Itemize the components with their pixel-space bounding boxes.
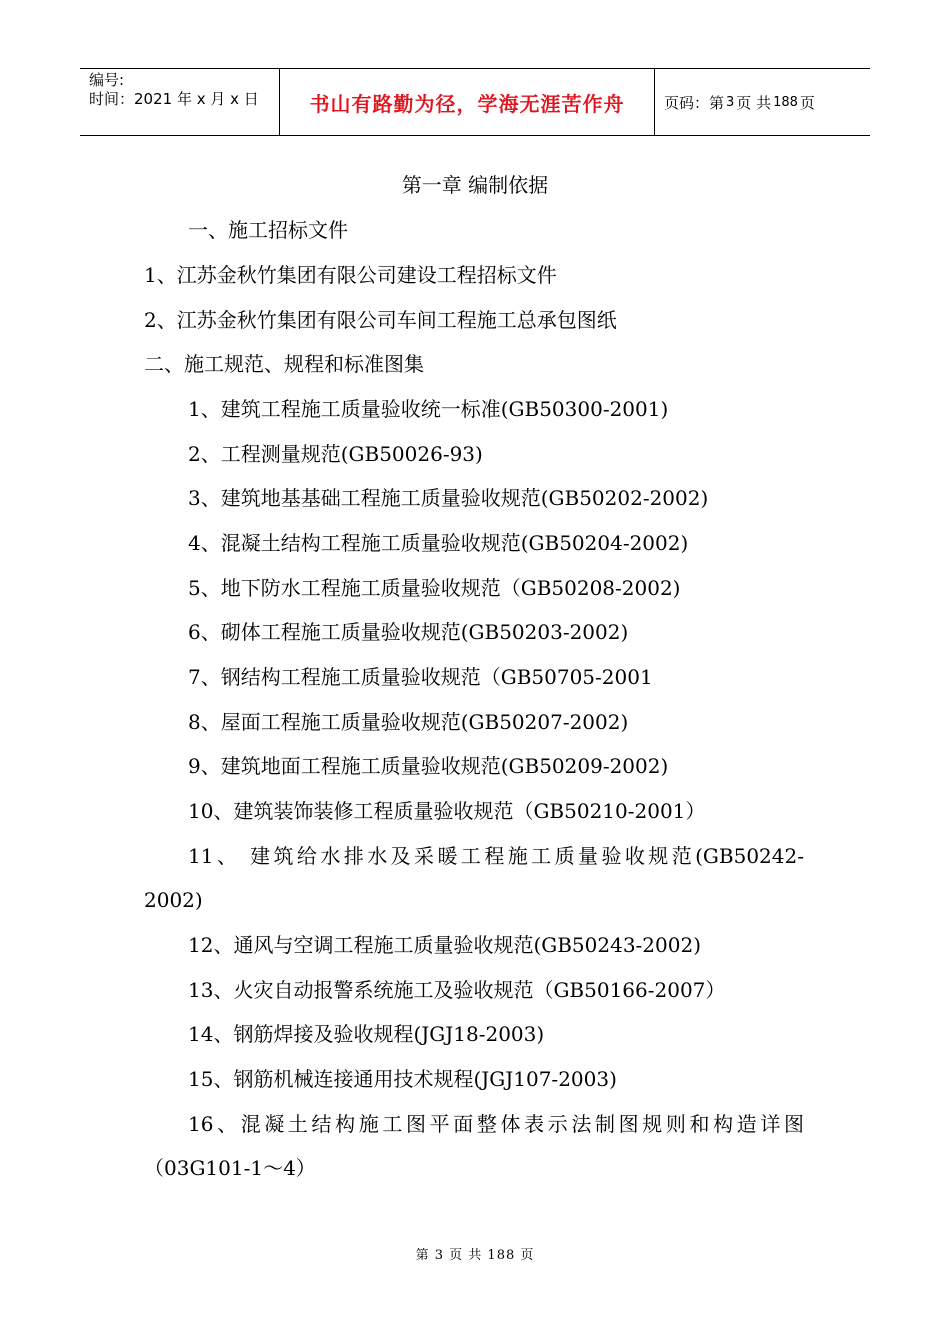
page-total: 188 xyxy=(773,94,798,110)
standard-item: 16、混凝土结构施工图平面整体表示法制图规则和构造详图 xyxy=(188,1112,804,1136)
standard-item: 12、通风与空调工程施工质量验收规范(GB50243-2002) xyxy=(188,933,702,957)
page-current: 3 xyxy=(726,94,735,110)
header-motto: 书山有路勤为径，学海无涯苦作舟 xyxy=(280,69,655,135)
standard-item-continuation: （03G101-1～4） xyxy=(144,1156,316,1180)
header-page-info xyxy=(654,69,870,135)
page-prefix: 页码：第 xyxy=(664,93,725,112)
standard-item: 11、 建筑给水排水及采暖工程施工质量验收规范(GB50242- xyxy=(188,844,804,868)
standard-item: 6、砌体工程施工质量验收规范(GB50203-2002) xyxy=(188,620,629,644)
page-suffix: 页 xyxy=(799,93,815,112)
standard-item: 7、钢结构工程施工质量验收规范（GB50705-2001 xyxy=(188,665,653,689)
tender-item-2: 2、江苏金秋竹集团有限公司车间工程施工总承包图纸 xyxy=(144,308,617,332)
section-heading-tender: 一、施工招标文件 xyxy=(188,218,348,242)
standard-item: 9、建筑地面工程施工质量验收规范(GB50209-2002) xyxy=(188,754,669,778)
document-time-label: 时间：2021 年 x 月 x 日 xyxy=(89,90,259,108)
page-header xyxy=(80,68,870,136)
section-heading-standards: 二、施工规范、规程和标准图集 xyxy=(144,352,424,376)
tender-item-1: 1、江苏金秋竹集团有限公司建设工程招标文件 xyxy=(144,263,557,287)
standard-item: 14、钢筋焊接及验收规程(JGJ18-2003) xyxy=(188,1022,545,1046)
page-footer: 第 3 页 共 188 页 xyxy=(415,1248,535,1263)
page-middle: 页 共 xyxy=(736,93,772,112)
standard-item-continuation: 2002) xyxy=(144,888,203,912)
standard-item: 4、混凝土结构工程施工质量验收规范(GB50204-2002) xyxy=(188,531,689,555)
standard-item: 15、钢筋机械连接通用技术规程(JGJ107-2003) xyxy=(188,1067,617,1091)
standard-item: 3、建筑地基基础工程施工质量验收规范(GB50202-2002) xyxy=(188,486,709,510)
standard-item: 8、屋面工程施工质量验收规范(GB50207-2002) xyxy=(188,710,629,734)
standard-item: 2、工程测量规范(GB50026-93) xyxy=(188,442,483,466)
chapter-title: 第一章 编制依据 xyxy=(401,173,549,197)
standard-item: 10、建筑装饰装修工程质量验收规范（GB50210-2001） xyxy=(188,799,706,823)
standard-item: 13、火灾自动报警系统施工及验收规范（GB50166-2007） xyxy=(188,978,726,1002)
standard-item: 5、地下防水工程施工质量验收规范（GB50208-2002) xyxy=(188,576,681,600)
document-number-label: 编号: xyxy=(89,71,125,89)
header-meta-cell xyxy=(80,69,280,135)
standard-item: 1、建筑工程施工质量验收统一标准(GB50300-2001) xyxy=(188,397,669,421)
